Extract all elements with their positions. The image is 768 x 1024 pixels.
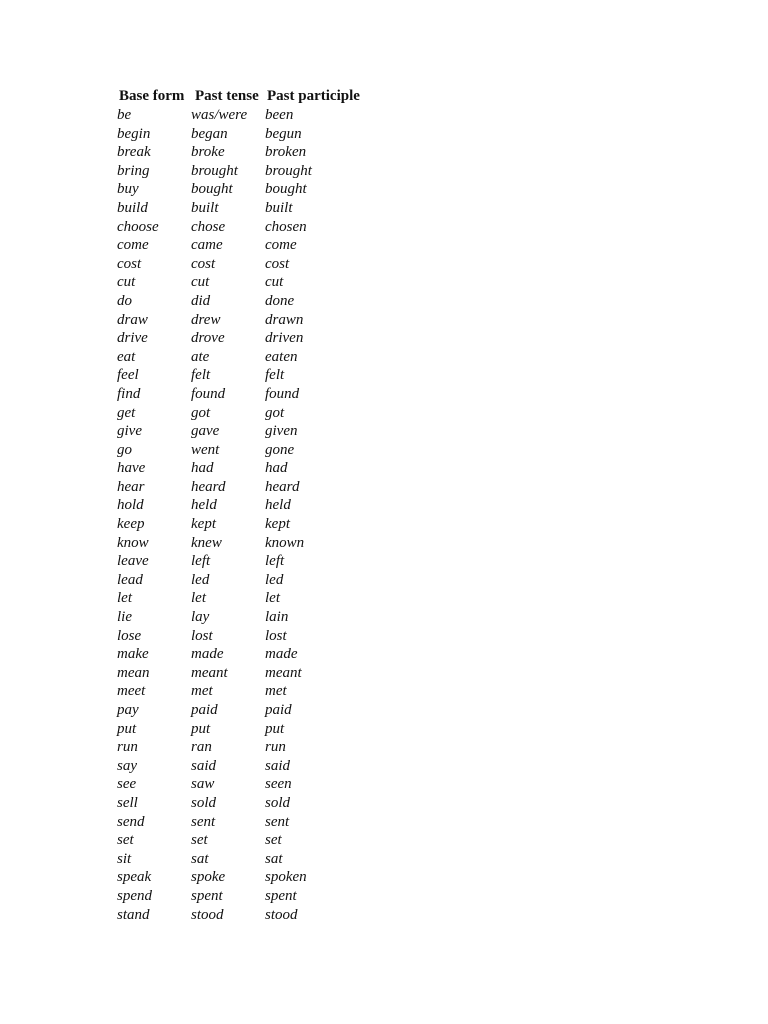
cell-base-form: cost: [117, 255, 142, 272]
cell-base-form: feel: [117, 367, 139, 384]
cell-past-tense: spoke: [191, 869, 226, 886]
cell-base-form: begin: [117, 125, 151, 142]
cell-past-tense: broke: [191, 144, 225, 161]
cell-base-form: spend: [117, 887, 152, 904]
cell-past-tense: kept: [191, 516, 216, 533]
cell-past-participle: sent: [265, 813, 290, 830]
cell-base-form: lie: [117, 609, 132, 626]
cell-past-participle: broken: [265, 144, 307, 161]
cell-past-tense: let: [191, 590, 206, 607]
cell-past-participle: set: [265, 832, 282, 849]
cell-past-participle: had: [265, 460, 288, 477]
cell-past-tense: held: [191, 497, 217, 514]
cell-base-form: go: [117, 441, 132, 458]
cell-past-tense: meant: [191, 664, 228, 681]
cell-base-form: hold: [117, 497, 144, 514]
cell-past-participle: begun: [265, 125, 302, 142]
cell-past-participle: been: [265, 107, 294, 123]
cell-past-participle: met: [265, 683, 287, 700]
cell-base-form: do: [117, 292, 132, 309]
cell-past-participle: done: [265, 292, 295, 309]
cell-past-tense: found: [191, 385, 226, 402]
cell-past-tense: built: [191, 199, 219, 216]
cell-past-participle: found: [265, 385, 300, 402]
cell-base-form: get: [117, 404, 136, 421]
cell-past-tense: gave: [191, 423, 220, 440]
cell-past-tense: went: [191, 441, 220, 458]
cell-base-form: know: [117, 534, 149, 551]
cell-base-form: say: [117, 757, 137, 774]
cell-past-tense: drew: [191, 311, 221, 328]
cell-base-form: cut: [117, 274, 136, 291]
cell-past-tense: saw: [191, 776, 215, 793]
cell-past-participle: lain: [265, 609, 289, 626]
cell-base-form: speak: [117, 869, 152, 886]
cell-past-participle: said: [265, 757, 291, 774]
cell-base-form: choose: [117, 218, 159, 235]
cell-past-participle: sat: [265, 850, 283, 867]
cell-past-tense: was/were: [191, 107, 248, 123]
cell-past-participle: gone: [265, 441, 295, 458]
cell-base-form: let: [117, 590, 132, 607]
cell-past-tense: met: [191, 683, 213, 700]
cell-past-tense: drove: [191, 330, 225, 347]
cell-past-participle: let: [265, 590, 280, 607]
cell-past-tense: bought: [191, 181, 233, 198]
cell-base-form: sit: [117, 850, 132, 867]
cell-past-tense: had: [191, 460, 214, 477]
cell-past-tense: did: [191, 292, 211, 309]
cell-past-participle: left: [265, 553, 285, 570]
cell-base-form: leave: [117, 553, 149, 570]
cell-base-form: come: [117, 237, 149, 254]
cell-past-participle: eaten: [265, 348, 298, 365]
cell-past-tense: felt: [191, 367, 211, 384]
cell-base-form: eat: [117, 348, 136, 365]
cell-past-tense: came: [191, 237, 223, 254]
cell-past-tense: sold: [191, 794, 217, 811]
cell-past-participle: built: [265, 199, 293, 216]
cell-base-form: draw: [117, 311, 148, 328]
cell-past-tense: cost: [191, 255, 216, 272]
cell-past-participle: heard: [265, 478, 300, 495]
cell-past-tense: sent: [191, 813, 216, 830]
cell-base-form: be: [117, 107, 132, 123]
cell-past-tense: set: [191, 832, 208, 849]
cell-past-tense: chose: [191, 218, 226, 235]
cell-base-form: pay: [117, 702, 139, 718]
cell-past-tense: sat: [191, 850, 209, 867]
cell-past-participle: chosen: [265, 218, 307, 235]
cell-past-participle: lost: [265, 627, 287, 644]
cell-past-participle: driven: [265, 330, 304, 347]
cell-base-form: break: [117, 144, 151, 161]
cell-past-tense: spent: [191, 887, 223, 904]
cell-past-participle: spoken: [265, 869, 307, 886]
cell-past-participle: got: [265, 404, 285, 421]
cell-past-participle: kept: [265, 516, 290, 533]
cell-base-form: stand: [117, 906, 150, 923]
cell-past-tense: led: [191, 571, 210, 588]
header-past-tense: Past tense: [195, 88, 259, 104]
cell-past-participle: given: [265, 423, 298, 440]
cell-base-form: set: [117, 832, 134, 849]
cell-past-participle: put: [265, 720, 285, 737]
cell-past-participle: bought: [265, 181, 307, 198]
cell-base-form: send: [117, 813, 145, 830]
cell-past-tense: knew: [191, 534, 222, 551]
cell-past-tense: left: [191, 553, 211, 570]
cell-past-participle: run: [265, 739, 286, 756]
cell-past-participle: made: [265, 646, 298, 663]
cell-base-form: give: [117, 423, 142, 440]
cell-past-tense: put: [191, 720, 211, 737]
cell-base-form: find: [117, 385, 141, 402]
cell-base-form: put: [117, 720, 137, 737]
cell-past-tense: lost: [191, 627, 213, 644]
cell-past-tense: made: [191, 646, 224, 663]
cell-past-tense: cut: [191, 274, 210, 291]
cell-base-form: have: [117, 460, 146, 477]
cell-past-tense: stood: [191, 906, 224, 923]
cell-base-form: drive: [117, 330, 148, 347]
cell-past-tense: paid: [191, 702, 218, 718]
cell-base-form: bring: [117, 162, 150, 179]
cell-past-tense: brought: [191, 162, 238, 179]
cell-past-participle: seen: [265, 776, 292, 793]
cell-base-form: see: [117, 776, 137, 793]
cell-base-form: meet: [117, 683, 146, 700]
cell-base-form: sell: [117, 794, 138, 811]
cell-past-tense: ate: [191, 348, 210, 365]
cell-past-participle: paid: [265, 702, 292, 718]
cell-base-form: lead: [117, 571, 143, 588]
cell-base-form: build: [117, 199, 148, 216]
cell-past-participle: known: [265, 534, 305, 551]
cell-past-participle: come: [265, 237, 297, 254]
cell-past-participle: held: [265, 497, 291, 514]
cell-past-participle: cut: [265, 274, 284, 291]
cell-past-participle: sold: [265, 794, 291, 811]
cell-past-tense: began: [191, 125, 228, 142]
header-past-participle: Past participle: [267, 88, 360, 104]
cell-past-tense: heard: [191, 478, 226, 495]
cell-past-tense: got: [191, 404, 211, 421]
cell-base-form: buy: [117, 181, 139, 198]
cell-base-form: make: [117, 646, 149, 663]
cell-base-form: lose: [117, 627, 142, 644]
header-base-form: Base form: [119, 88, 185, 104]
cell-past-participle: meant: [265, 664, 302, 681]
cell-past-participle: stood: [265, 906, 298, 923]
cell-past-tense: said: [191, 757, 217, 774]
cell-base-form: hear: [117, 478, 145, 495]
cell-past-participle: felt: [265, 367, 285, 384]
cell-past-participle: brought: [265, 162, 312, 179]
cell-past-participle: cost: [265, 255, 290, 272]
cell-base-form: run: [117, 739, 138, 756]
cell-base-form: mean: [117, 664, 150, 681]
cell-past-participle: spent: [265, 887, 297, 904]
cell-past-tense: ran: [191, 739, 212, 756]
cell-past-participle: led: [265, 571, 284, 588]
cell-past-tense: lay: [191, 609, 210, 626]
cell-base-form: keep: [117, 516, 145, 533]
cell-past-participle: drawn: [265, 311, 304, 328]
